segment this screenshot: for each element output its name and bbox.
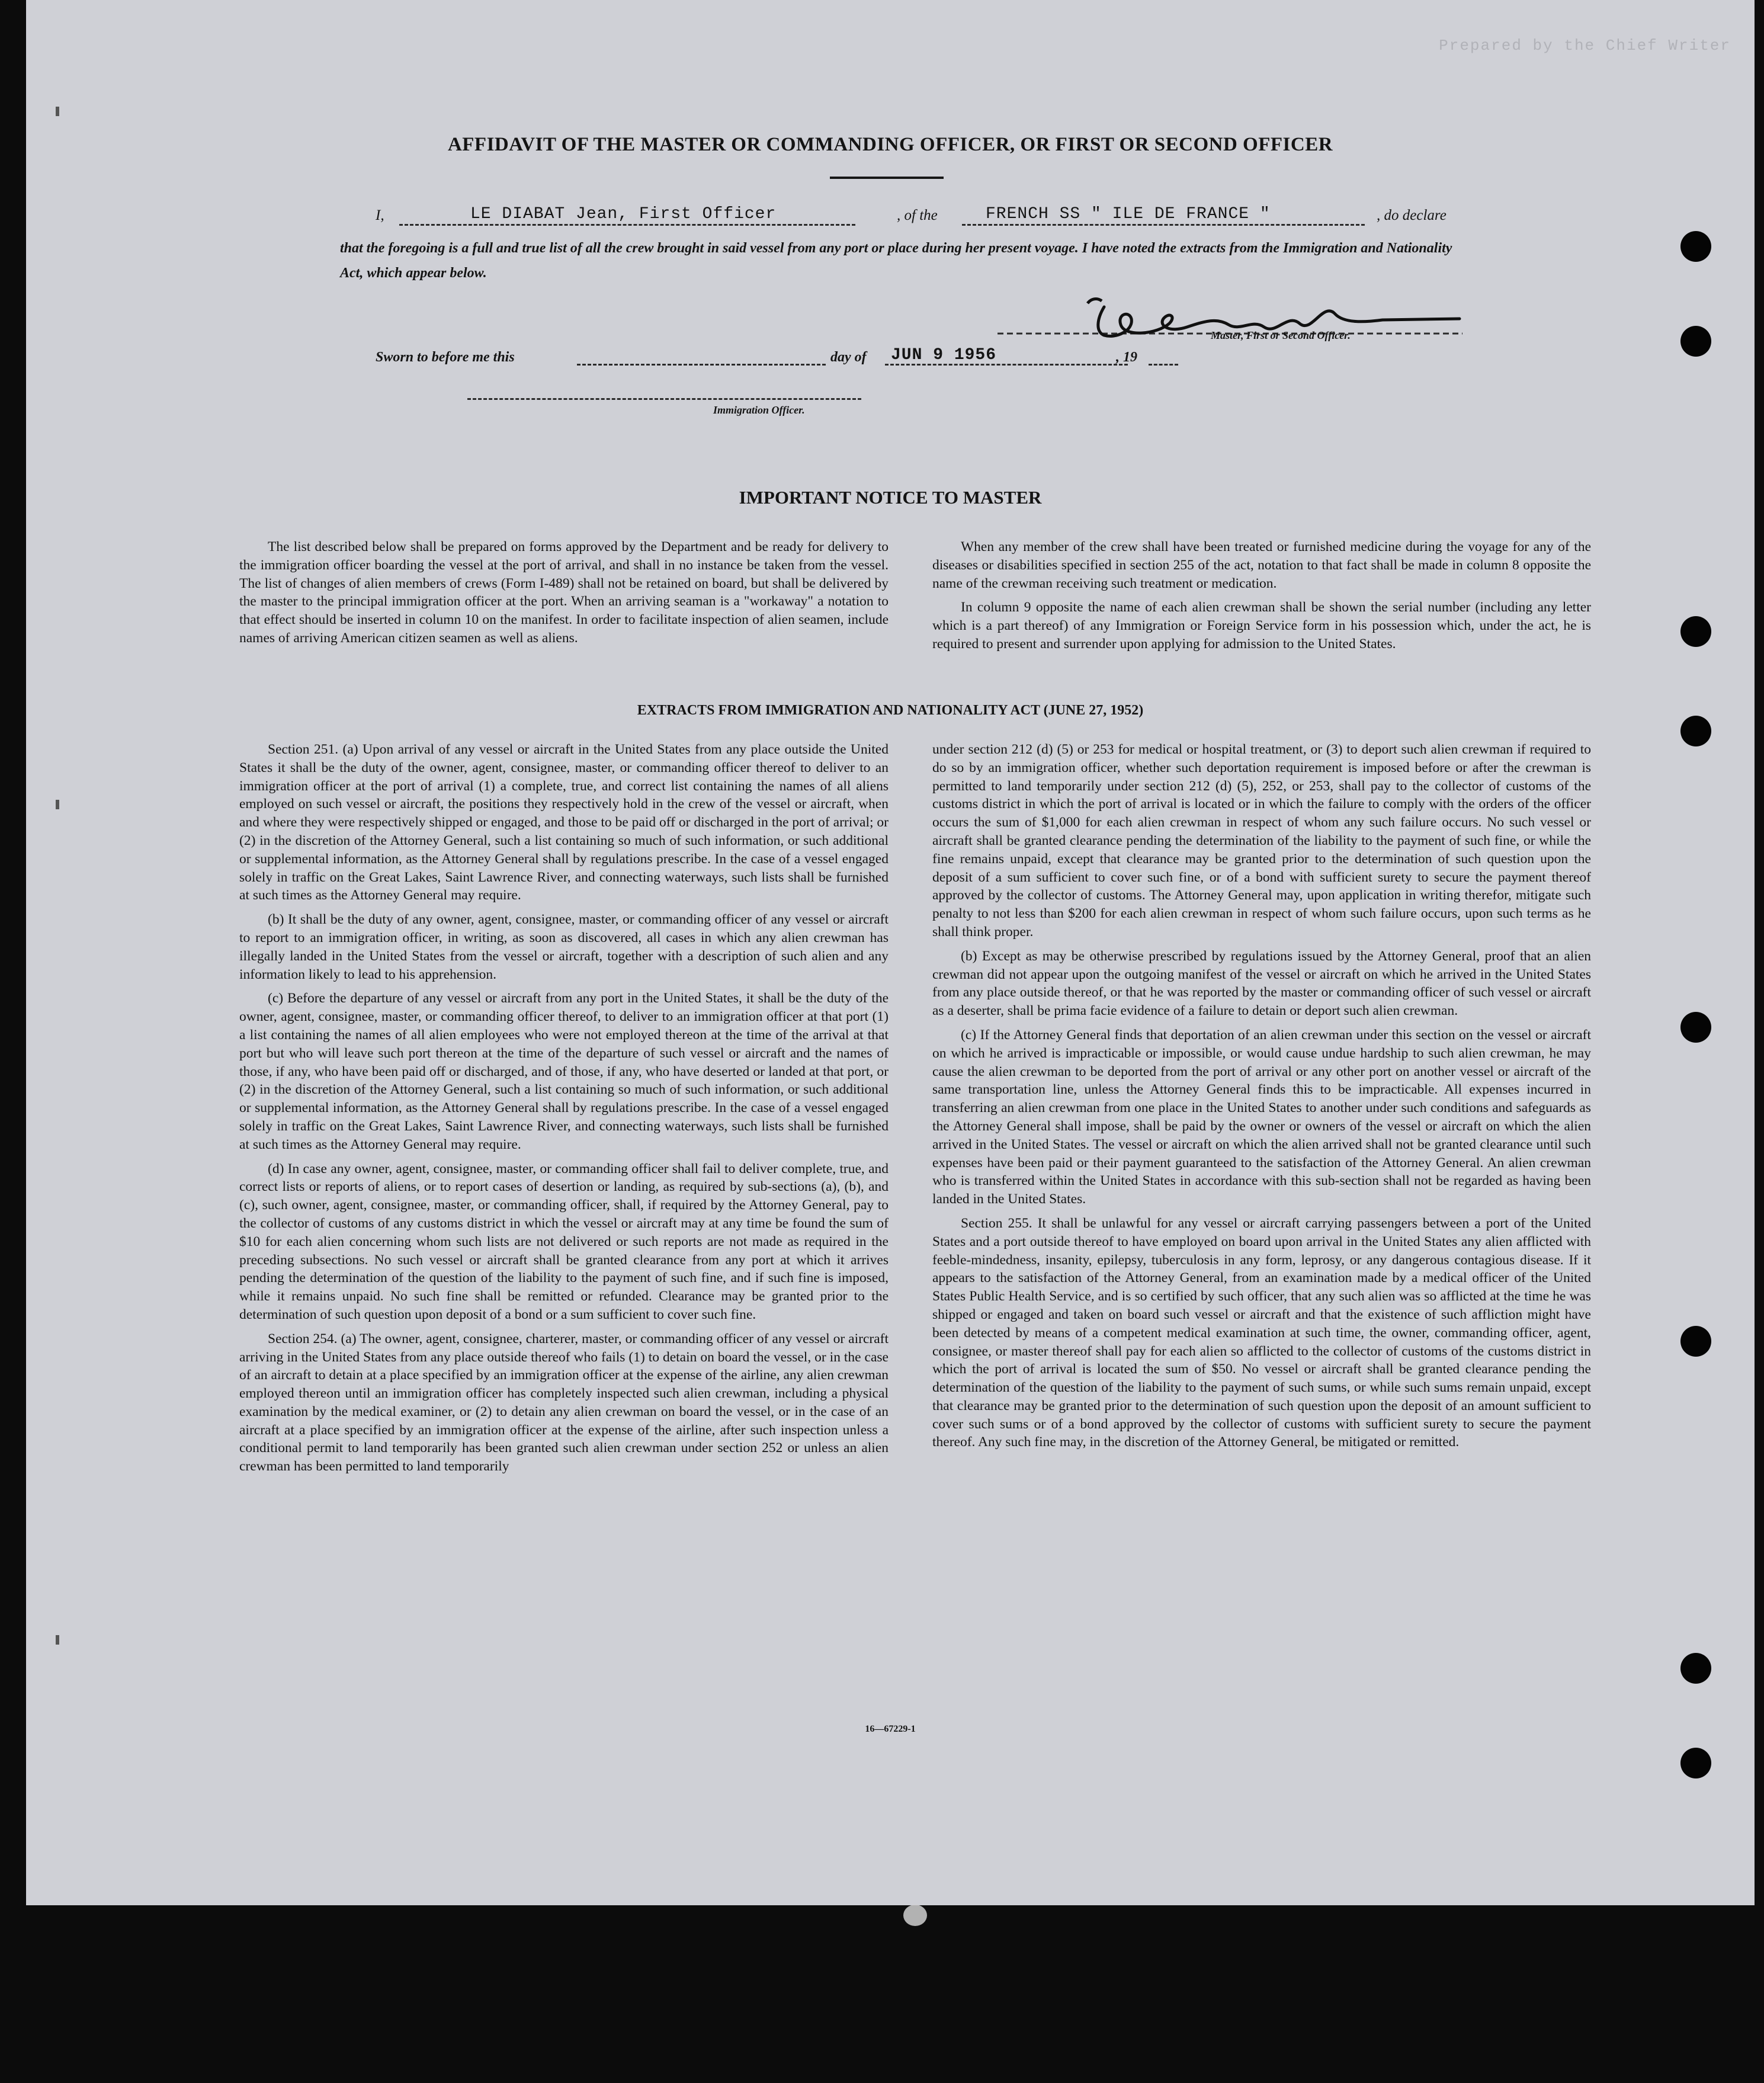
extract-paragraph: (b) It shall be the duty of any owner, agent, consignee, master, or commanding officer of any vessel or aircraft to report to an immigration officer, in writing, as soon as discovered, all cases in which any alien crewman has illegally landed in the United States from the vessel or aircraft, together with a description of such alien and any information likely to lead to his apprehension. [239,912,889,982]
form-number: 16—67229-1 [865,1724,916,1734]
year-label: , 19 [1116,350,1137,365]
extracts-right-column [932,741,1591,1457]
notice-paragraph: When any member of the crew shall have been treated or furnished medicine during the voyage for any of the diseases or disabilities specified in section 255 of the act, notation to that fact shall be made in column 8 opposite the name of the crewman receiving such treatment or medication. [932,539,1591,591]
punch-hole [1680,716,1711,746]
notice-paragraph: In column 9 opposite the name of each alien crewman shall be shown the serial number (including any letter which is a part thereof) of any Immigration or Foreign Service form in his possession which, under the act, he is required to present and surrender upon applying for admission to the United States. [932,600,1591,652]
extract-paragraph: (c) If the Attorney General finds that deportation of an alien crewman under this section on the vessel or aircraft on which he arrived is impracticable or impossible, or would cause undue hardship to such alien crewman, he may cause the alien crewman to be deported from the port of arrival or any other port on another vessel or aircraft of the same transportation line, unless the Attorney General finds this to be impracticable. All expenses incurred in transferring an alien crewman from one place in the United States to another under such conditions and safeguards as the Attorney General shall impose, shall be paid by the owner or owners of the vessel or aircraft on which the alien arrived in the United States. The vessel or aircraft on which the alien arrived shall not be granted clearance until such expenses have been paid or their payment guaranteed to the satisfaction of the Attorney General. An alien crewman who is transferred within the United States in accordance with this sub-section shall not be regarded as having been landed in the United States. [932,1027,1591,1207]
extract-paragraph: (c) Before the departure of any vessel or aircraft from any port in the United States, it shall be the duty of the owner, agent, consignee, master, or commanding officer thereof, to deliver to an immigration officer at that port (1) a list containing the names of all alien employees who were not employed thereon at the time of the arrival at that port but who will leave such port thereon at the time of the departure of such vessel or aircraft and the names of those, if any, who have been paid off or discharged, and of those, if any, who have deserted or landed at that port, or (2) in the discretion of the Attorney General, such a list containing so much of such information, or such additional or supplemental information, as the Attorney General shall by regulations prescribe. In the case of a vessel engaged solely in traffic on the Great Lakes, Saint Lawrence River, and connecting waterways, such lists shall be furnished at such times as the Attorney General may require. [239,991,889,1152]
notice-heading: IMPORTANT NOTICE TO MASTER [739,487,1042,508]
bleed-through-text: Prepared by the Chief Writer [1439,37,1731,55]
sworn-date: JUN 9 1956 [891,346,997,364]
immigration-officer-caption: Immigration Officer. [713,404,805,416]
immigration-officer-signature-line [467,398,861,400]
of-the-label: , of the [897,207,938,223]
punch-hole [1680,1326,1711,1357]
punch-hole [1680,1653,1711,1684]
extract-paragraph: Section 255. It shall be unlawful for any vessel or aircraft carrying passengers between a port of the United States and a port outside thereof to have employed on board upon arrival in the United States any alien afflicted with feeble-mindedness, insanity, epilepsy, tuberculosis in any form, leprosy, or any dangerous contagious disease. If it appears to the satisfaction of the Attorney General, from an examination made by a medical officer of the United States Public Health Service, and is so certified by such officer, that any such alien was so afflicted at the time he was shipped or engaged and taken on board such vessel or aircraft and that the existence of such affliction might have been detected by means of a competent medical examination at such time, the owner, commanding officer, agent, consignee, or master thereof shall pay for each alien so afflicted to the collector of customs of the customs district in which the port of arrival is located the sum of $50. No vessel or aircraft shall be granted clearance pending the determination of the question of the liability to the payment of such sums, or while such sums remain unpaid, except that clearance may be granted prior to the determination of such question upon the deposit of an amount sufficient to cover such sums or of a bond approved by the collector of customs with sufficient surety to secure the payment thereof. Any such fine may, in the discretion of the Attorney General, be mitigated or remitted. [932,1215,1591,1450]
vessel-blank [962,224,1365,226]
extract-paragraph: (b) Except as may be otherwise prescribed by regulations issued by the Attorney General, proof that an alien crewman did not appear upon the outgoing manifest of the vessel or aircraft on which he arrived in the United States from any place outside thereof, or that he was reported by the master or commanding officer of such vessel or aircraft as a deserter, shall be prima facie evidence of a failure to detain or deport such alien crewman. [932,948,1591,1019]
vessel-name: FRENCH SS " ILE DE FRANCE " [986,205,1271,223]
punch-hole [1680,326,1711,357]
edge-mark [56,800,59,809]
signature-caption: Master, First or Second Officer. [1211,329,1351,341]
extracts-heading: EXTRACTS FROM IMMIGRATION AND NATIONALITY ACT (JUNE 27, 1952) [637,703,1144,718]
do-declare-label: , do declare [1377,207,1447,223]
extract-paragraph: Section 251. (a) Upon arrival of any vessel or aircraft in the United States from any place outside the United States it shall be the duty of the owner, agent, consignee, master, or commanding officer thereof to deliver to an immigration officer at the port of arrival (1) a complete, true, and correct list containing the names of all aliens employed on such vessel or aircraft, the positions they respectively hold in the crew of the vessel or aircraft, when and where they were respectively shipped or engaged, and those to be paid off or discharged in the port of arrival; or (2) in the discretion of the Attorney General, such a list containing so much of such information, or such additional or supplemental information, as the Attorney General shall by regulations prescribe. In the case of a vessel engaged solely in traffic on the Great Lakes, Saint Lawrence River, and connecting waterways, such lists shall be furnished at such times as the Attorney General may require. [239,742,889,903]
notice-paragraph: The list described below shall be prepared on forms approved by the Department and be ready for delivery to the immigration officer boarding the vessel at the port of arrival, and shall in no instance be taken from the vessel. The list of changes of alien members of crews (Form I-489) shall not be retained on board, but shall be delivered by the master to the principal immigration officer at the port. When an arriving seaman is a "workaway" a notation to that effect should be inserted in column 10 on the manifest. In order to facilitate inspection of alien seamen, include names of arriving American citizen seamen as well as aliens. [239,539,889,646]
declaration-i-label: I, [376,207,384,223]
edge-mark [56,107,59,116]
extracts-left-column [239,741,889,1482]
day-of-label: day of [830,350,867,365]
edge-mark [56,1635,59,1645]
year-blank [1149,364,1178,366]
punch-hole [1680,231,1711,262]
name-blank [399,224,855,226]
document-page [26,0,1755,1905]
scan-artifact [903,1905,927,1926]
extract-paragraph: Section 254. (a) The owner, agent, consignee, charterer, master, or commanding officer of any vessel or aircraft arriving in the United States from any place outside thereof who fails (1) to detain on board the vessel, or in the case of an aircraft to detain at a place specified by an immigration officer at the expense of the airline, any alien crewman employed thereon until an immigration officer has completely inspected such alien crewman, including a physical examination by the medical examiner, or (2) to detain any alien crewman on board the vessel, or in the case of an aircraft at a place specified by an immigration officer at the expense of the airline, after such inspection unless a conditional permit to land temporarily has been granted such alien crewman under section 252 or unless an alien crewman has been permitted to land temporarily [239,1331,889,1475]
notice-right-column [932,538,1591,659]
sworn-line [376,346,1205,373]
punch-hole [1680,616,1711,647]
extract-paragraph: (d) In case any owner, agent, consignee, master, or commanding officer shall fail to deliver complete, true, and correct lists or reports of aliens, or to report cases of desertion or landing, as required by sub-sections (a), (b), and (c), such owner, agent, consignee, master, or commanding officer, shall, if required by the Attorney General, pay to the collector of customs of any customs district in which the vessel or aircraft may at any time be found the sum of $10 for each alien concerning whom such lists are not delivered or such reports are not made as required in the preceding subsections. No such vessel or aircraft shall be granted clearance from any port at which it arrives pending the determination of the question of the liability to the payment of such fine, and if such fine is imposed, while it remains unpaid. No such fine shall be remitted or refunded. Clearance may be granted prior to the determination of such question upon deposit of a bond or a sum sufficient to cover such fine. [239,1161,889,1322]
officer-name: LE DIABAT Jean, First Officer [470,205,777,223]
notice-left-column [239,538,889,653]
declaration-line [376,207,1477,233]
sworn-day-blank [577,364,826,366]
extract-paragraph: under section 212 (d) (5) or 253 for medical or hospital treatment, or (3) to deport such alien crewman if required to do so by an immigration officer, whether such deportation requirement is imposed before or after the crewman is permitted to land temporarily under section 212 (d) (5), 252, or 253, shall pay to the collector of customs of the customs district in which the port of arrival is located or in which the failure to comply with the orders of the officer occurs the sum of $1,000 for each alien crewman in respect of whom any such failure occurs. No such vessel or aircraft shall be granted clearance pending the determination of the liability to the payment of such fine, or while the fine remains unpaid, except that clearance may be granted prior to the determination of such question upon the deposit of a sum sufficient to cover such fine, or of a bond with sufficient surety to secure the payment thereof approved by the collector of customs. The Attorney General may, upon application in writing therefor, mitigate such penalty to not less than $200 for each alien crewman in respect of whom such failure occurs, upon such terms as he shall think proper. [932,742,1591,940]
punch-hole [1680,1012,1711,1043]
declaration-text: that the foregoing is a full and true list of all the crew brought in said vessel from any port or place during her present voyage. I have noted the extracts from the Immigration and Nationality Act, which appear below. [340,241,1452,281]
affidavit-title: AFFIDAVIT OF THE MASTER OR COMMANDING OFFICER, OR FIRST OR SECOND OFFICER [447,134,1333,155]
sworn-label: Sworn to before me this [376,350,515,365]
punch-hole [1680,1748,1711,1778]
title-rule [830,177,944,179]
